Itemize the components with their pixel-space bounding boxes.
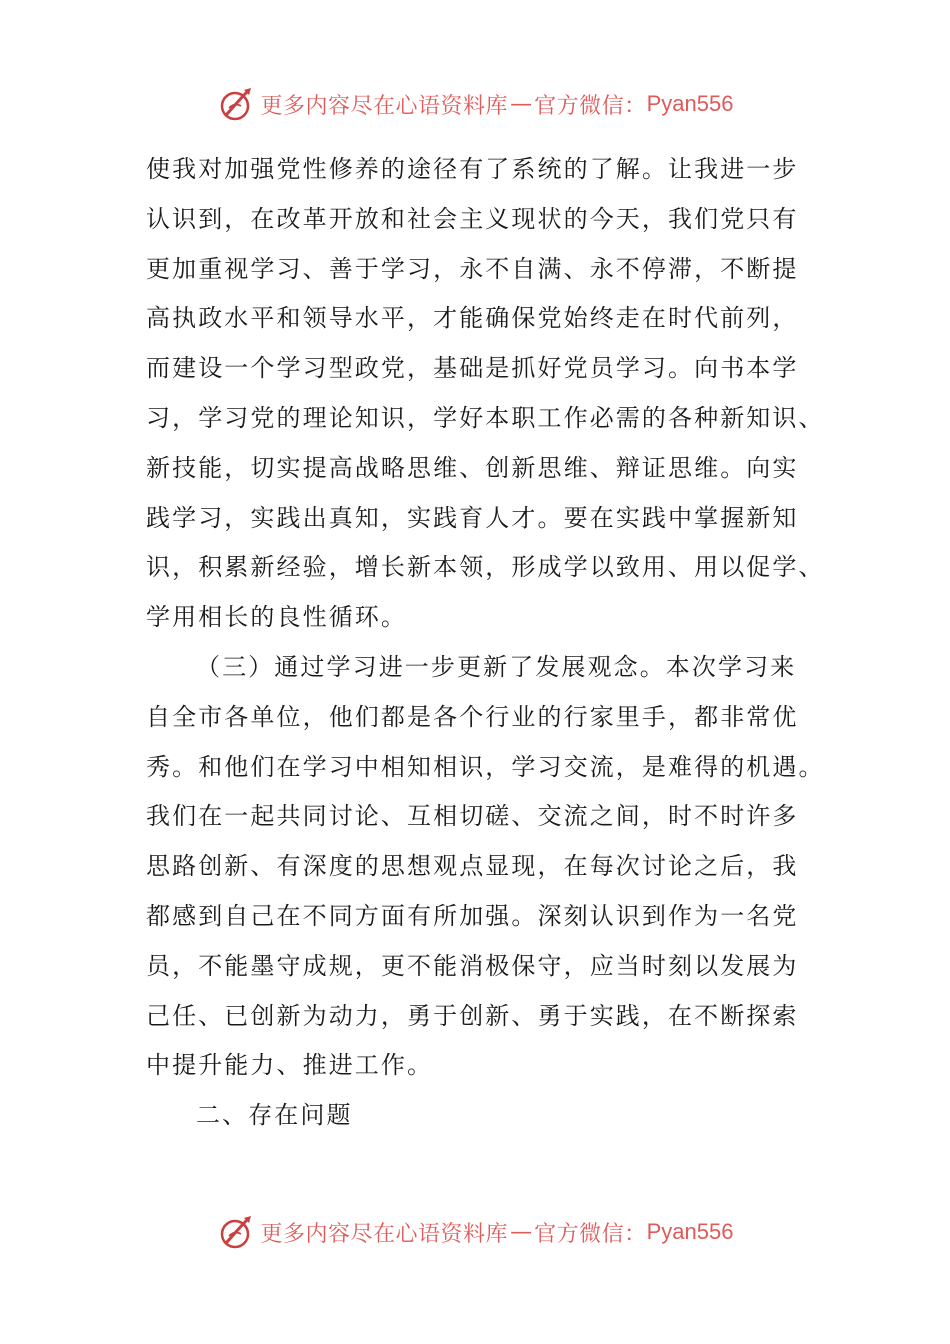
body-line: 新技能，切实提高战略思维、创新思维、辩证思维。向实 xyxy=(146,453,799,482)
section-title: 二、存在问题 xyxy=(196,1101,353,1130)
body-line: 学用相长的良性循环。 xyxy=(146,603,407,632)
body-line: 员，不能墨守成规，更不能消极保守，应当时刻以发展为 xyxy=(146,951,799,980)
banner-suffix: 官方微信： xyxy=(534,93,647,119)
body-line: 更加重视学习、善于学习，永不自满、永不停滞，不断提 xyxy=(146,254,799,283)
banner-separator: — xyxy=(510,1219,533,1245)
body-line: 而建设一个学习型政党，基础是抓好党员学习。向书本学 xyxy=(146,354,799,383)
body-line: 都感到自己在不同方面有所加强。深刻认识到作为一名党 xyxy=(146,901,799,930)
banner-wechat-id: Pyan556 xyxy=(646,91,734,116)
document-body xyxy=(146,145,825,1141)
banner-text: 更多内容尽在心语资料库 xyxy=(260,1221,509,1247)
body-line: 高执政水平和领导水平，才能确保党始终走在时代前列， xyxy=(146,304,799,333)
footer-banner xyxy=(0,1208,950,1256)
body-line: 践学习，实践出真知，实践育人才。要在实践中掌握新知 xyxy=(146,503,799,532)
body-line: 我们在一起共同讨论、互相切磋、交流之间，时不时许多 xyxy=(146,802,799,831)
pen-logo-icon xyxy=(217,1212,257,1252)
header-banner xyxy=(0,80,950,128)
banner-wechat-id: Pyan556 xyxy=(646,1219,734,1244)
body-line: 使我对加强党性修养的途径有了系统的了解。让我进一步 xyxy=(146,155,799,183)
banner-suffix: 官方微信： xyxy=(534,1221,647,1247)
body-line: 思路创新、有深度的思想观点显现，在每次讨论之后，我 xyxy=(146,852,799,881)
body-line: 秀。和他们在学习中相知相识，学习交流，是难得的机遇。 xyxy=(146,752,825,781)
body-line: 认识到，在改革开放和社会主义现状的今天，我们党只有 xyxy=(146,204,799,233)
section-heading-line: （三）通过学习进一步更新了发展观念。本次学习来 xyxy=(196,652,797,681)
banner-separator: — xyxy=(510,91,533,117)
body-line: 己任、已创新为动力，勇于创新、勇于实践，在不断探索 xyxy=(146,1001,799,1030)
body-line: 识，积累新经验，增长新本领，形成学以致用、用以促学、 xyxy=(146,553,825,582)
body-line: 中提升能力、推进工作。 xyxy=(146,1051,434,1080)
body-line: 自全市各单位，他们都是各个行业的行家里手，都非常优 xyxy=(146,702,799,731)
body-line: 习，学习党的理论知识，学好本职工作必需的各种新知识、 xyxy=(146,403,825,432)
pen-logo-icon xyxy=(217,84,257,124)
banner-text: 更多内容尽在心语资料库 xyxy=(260,93,509,119)
